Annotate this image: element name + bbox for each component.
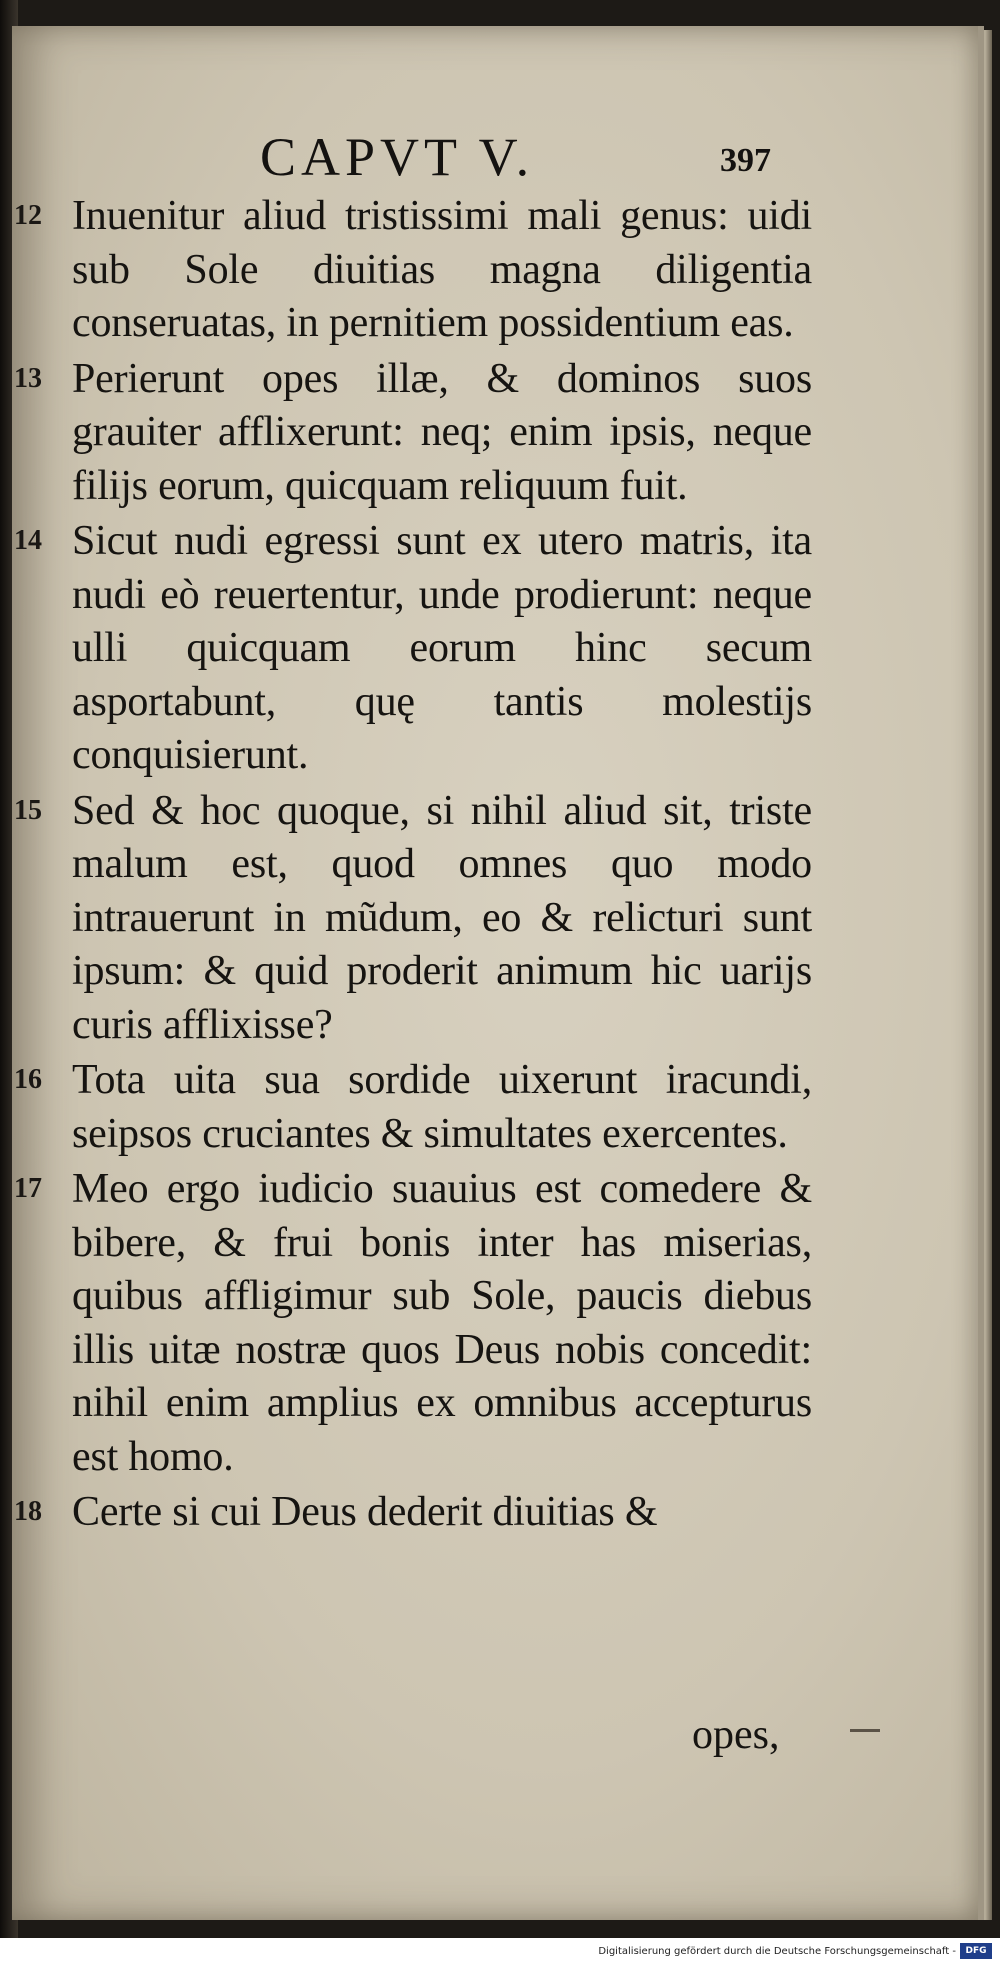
book-page	[12, 26, 984, 1920]
verse	[12, 353, 978, 514]
verse-number: 17	[14, 1173, 42, 1204]
ink-smudge	[850, 1729, 880, 1732]
catchword: opes,	[692, 1712, 780, 1758]
verse-text: Tota uita sua sordide uixerunt iracundi, seipsos cruciantes & simultates exercentes.	[72, 1057, 812, 1157]
verse-text: Inuenitur aliud tristissimi mali genus: uidi sub Sole diuitias magna diligentia conseruatas, in pernitiem possidentium eas.	[72, 193, 812, 346]
verse	[12, 785, 978, 1053]
verse	[12, 515, 978, 783]
verse-number: 18	[14, 1496, 42, 1527]
verse-number: 14	[14, 525, 42, 556]
dfg-logo: DFG	[960, 1943, 992, 1959]
verse-text: Meo ergo iudicio suauius est comedere & bibere, & frui bonis inter has miserias, quibus affligimur sub Sole, paucis diebus illis uitæ nostræ quos Deus nobis concedit: nihil enim amplius ex omnibus accepturus est homo.	[72, 1166, 812, 1480]
verse-list	[12, 190, 978, 1542]
chapter-title: CAPVT V.	[260, 127, 535, 187]
verse-number: 12	[14, 200, 42, 231]
verse	[12, 1486, 978, 1540]
verse-text: Certe si cui Deus dederit diuitias &	[72, 1489, 658, 1535]
verse	[12, 190, 978, 351]
verse	[12, 1163, 978, 1484]
funding-credit: Digitalisierung gefördert durch die Deutsche Forschungsgemeinschaft -	[598, 1946, 956, 1957]
verse-text: Sed & hoc quoque, si nihil aliud sit, triste malum est, quod omnes quo modo intrauerunt in mũdum, eo & relicturi sunt ipsum: & quid proderit animum hic uarijs curis afflixisse?	[72, 787, 812, 1048]
page-number: 397	[720, 142, 771, 179]
verse-number: 15	[14, 794, 42, 826]
running-head	[12, 126, 978, 196]
verse-number: 13	[14, 362, 42, 394]
verse-text: Sicut nudi egressi sunt ex utero matris, ita nudi eò reuertentur, unde prodierunt: neque ulli quicquam eorum hinc secum asportabunt, quę tantis molestijs conquisierunt.	[72, 518, 812, 778]
verse-text: Perierunt opes illæ, & dominos suos grauiter afflixerunt: neq; enim ipsis, neque filijs eorum, quicquam reliquum fuit.	[72, 355, 812, 509]
verse	[12, 1054, 978, 1161]
verse-number: 16	[14, 1064, 42, 1095]
